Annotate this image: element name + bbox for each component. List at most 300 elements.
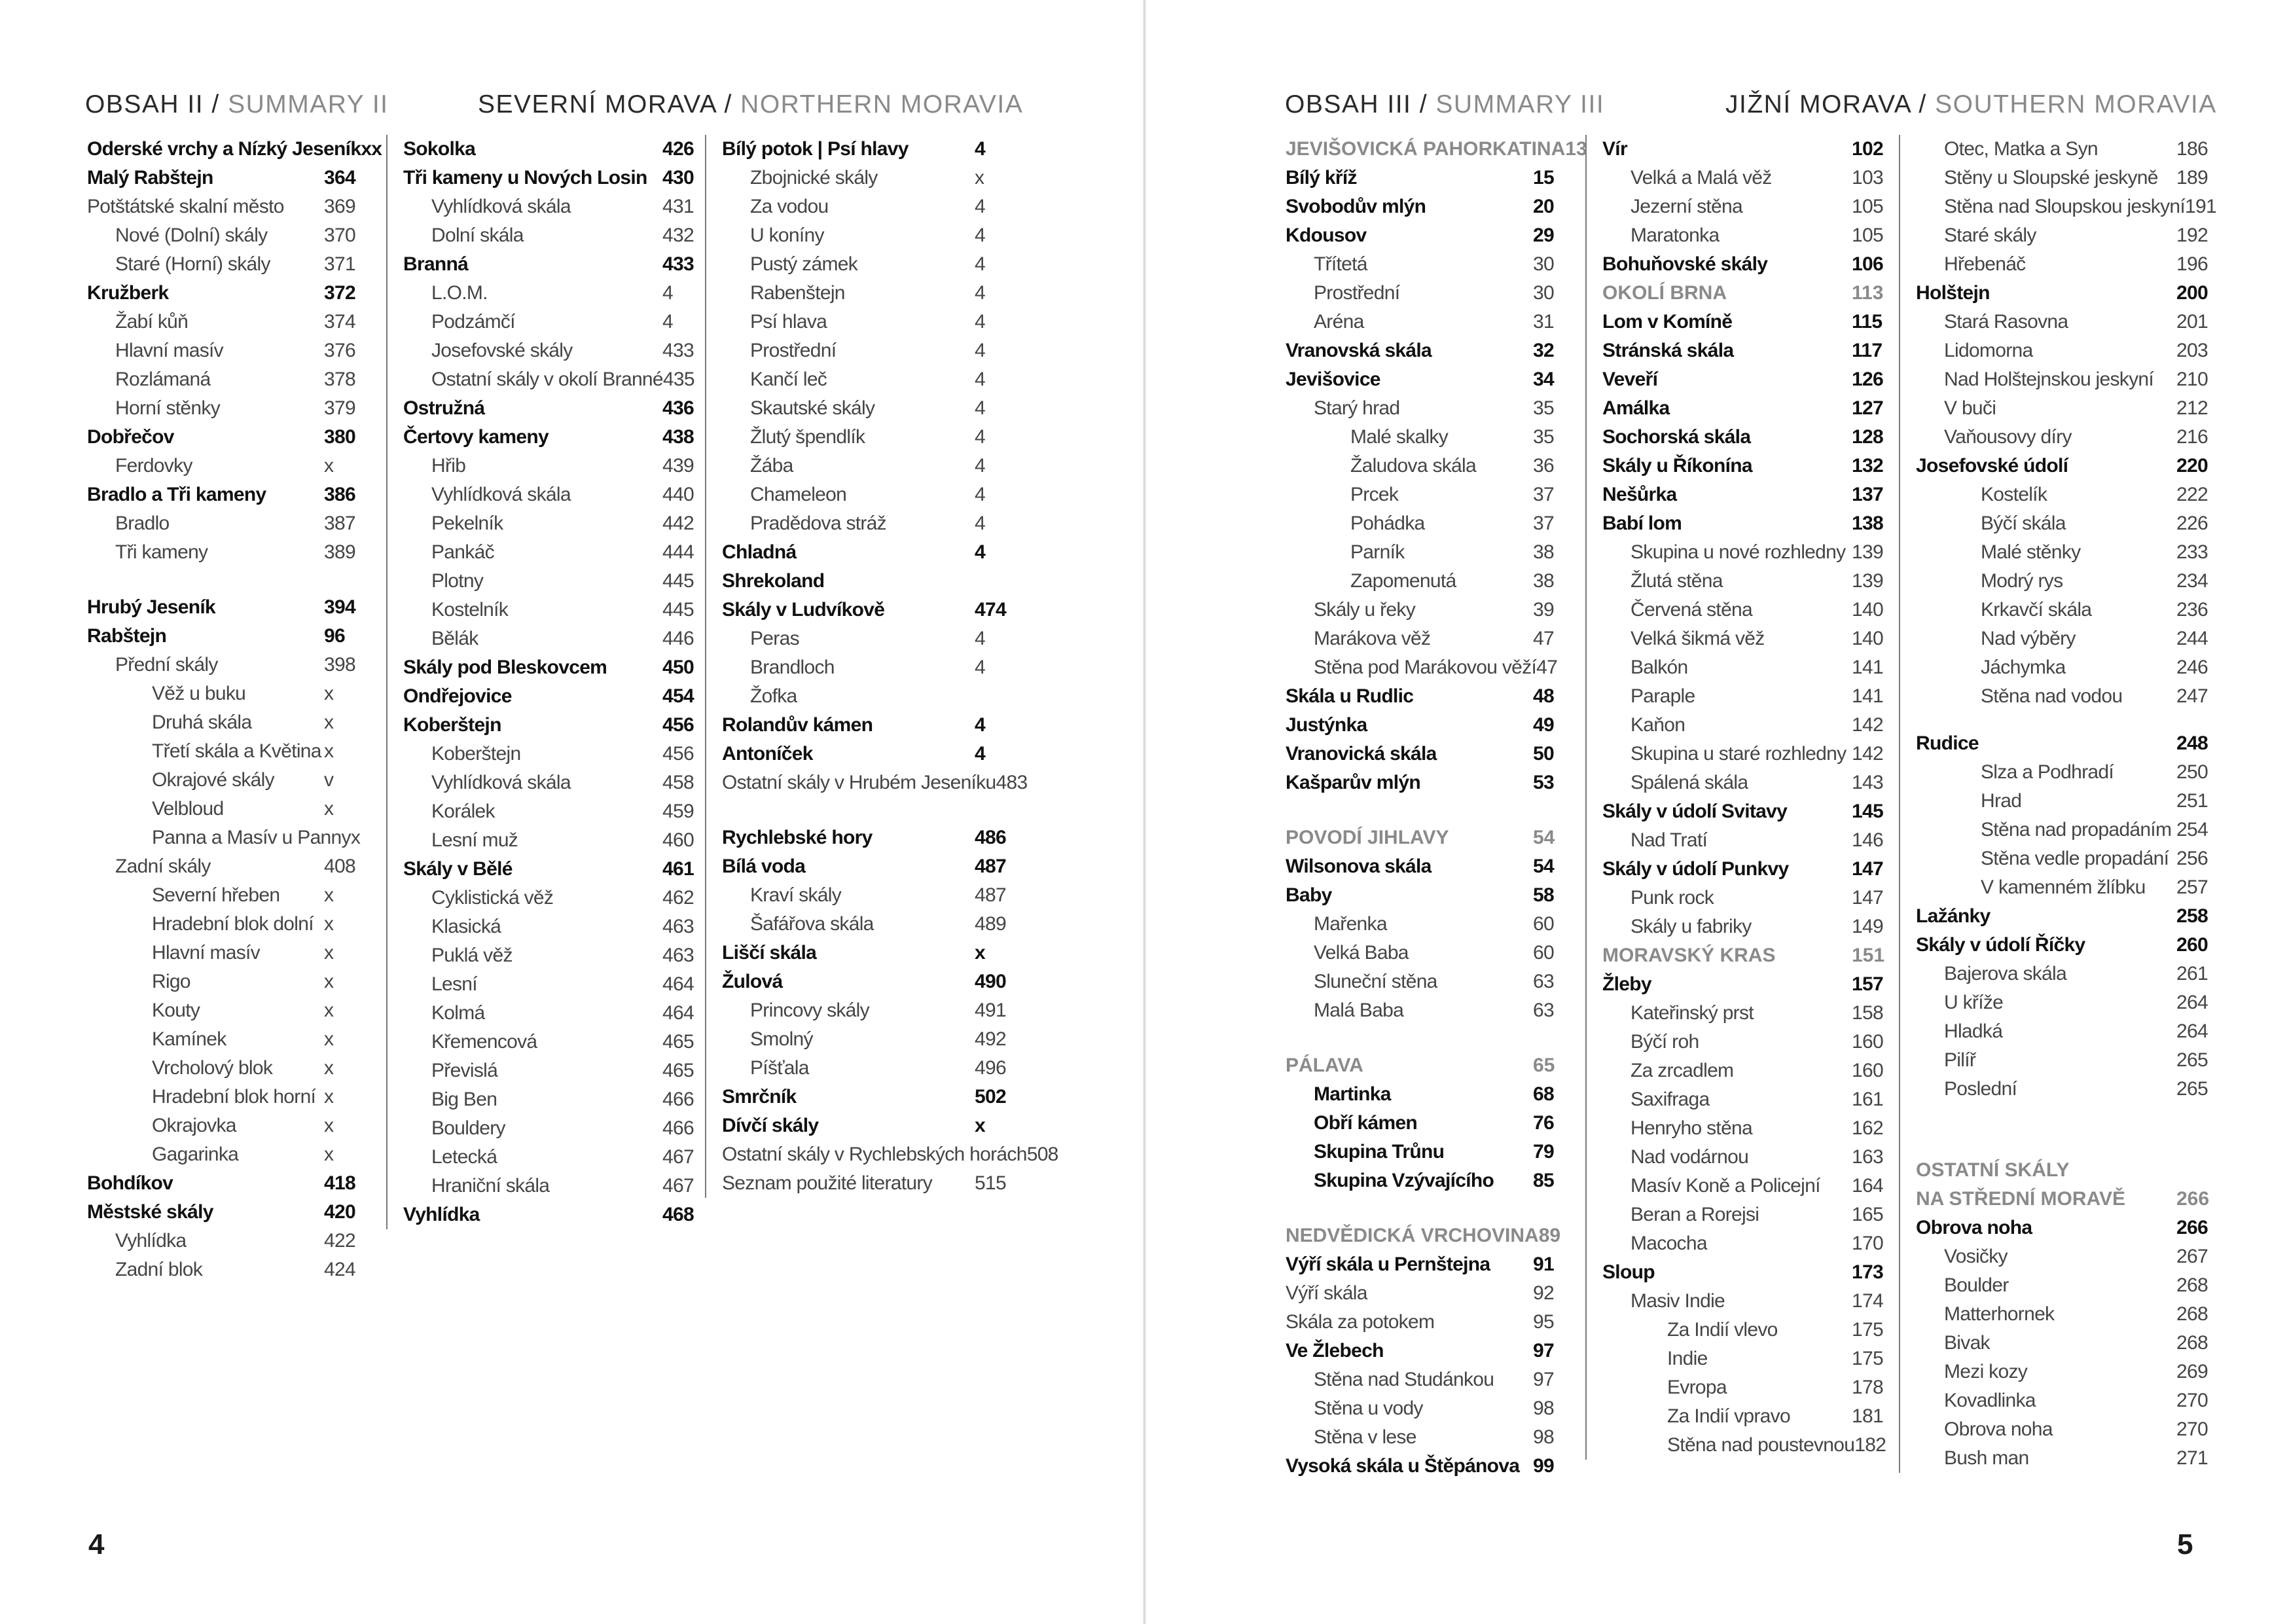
toc-entry <box>403 221 695 250</box>
toc-entry-page: 85 <box>1533 1170 1554 1191</box>
toc-entry-title: Nešůrka <box>1602 484 1677 505</box>
toc-entry-title: Prostřední <box>750 340 837 361</box>
toc-entry-title: Skautské skály <box>750 397 875 419</box>
toc-entry-page: 466 <box>662 1089 694 1110</box>
toc-entry <box>1602 1028 1891 1056</box>
toc-entry-title: Otec, Matka a Syn <box>1944 138 2098 160</box>
toc-entry-page: 222 <box>2176 484 2208 505</box>
toc-entry <box>87 423 363 452</box>
toc-entry-page: x <box>324 884 334 906</box>
toc-entry <box>1916 1386 2213 1415</box>
toc-column-1 <box>1286 135 1587 1481</box>
toc-entry-title: Velká šikmá věž <box>1631 628 1765 649</box>
toc-entry-page: 433 <box>662 340 694 361</box>
toc-entry-title: Skála za potokem <box>1286 1311 1435 1333</box>
toc-entry-page: 47 <box>1533 628 1554 649</box>
toc-entry-page: 374 <box>324 311 355 333</box>
toc-entry-page: 201 <box>2176 311 2208 333</box>
toc-entry-title: Bělák <box>431 628 478 649</box>
toc-entry-title: Žlutý špendlík <box>750 426 865 448</box>
toc-entry <box>87 1025 363 1054</box>
toc-entry-page: 254 <box>2176 819 2208 840</box>
toc-entry-title: Bílá voda <box>722 856 806 877</box>
toc-entry-page: 268 <box>2176 1274 2208 1296</box>
toc-entry-page: 266 <box>2176 1188 2210 1210</box>
toc-entry-page: 96 <box>324 625 345 647</box>
toc-entry-title: U kříže <box>1944 992 2004 1013</box>
toc-entry <box>722 823 1014 852</box>
toc-entry-page: 97 <box>1533 1340 1554 1362</box>
toc-entry-title: Hlavní masív <box>152 942 260 964</box>
toc-entry <box>87 708 363 737</box>
toc-entry-title: Rolandův kámen <box>722 714 873 736</box>
toc-entry-page: 210 <box>2176 369 2208 390</box>
toc-entry <box>1602 1056 1891 1085</box>
toc-entry <box>1286 423 1559 452</box>
toc-entry <box>1916 873 2213 902</box>
toc-entry-page: 4 <box>975 225 985 246</box>
toc-entry-title: Skupina Vzývajícího <box>1314 1170 1494 1191</box>
toc-entry <box>87 394 363 423</box>
toc-spacer <box>1286 797 1559 823</box>
toc-entry <box>403 567 695 596</box>
toc-entry-title: Bradlo a Tři kameny <box>87 484 266 505</box>
toc-entry-title: Baby <box>1286 884 1332 906</box>
toc-entry <box>403 365 695 394</box>
toc-entry <box>1916 336 2213 365</box>
toc-entry-title: Saxifraga <box>1631 1089 1710 1110</box>
toc-entry <box>722 164 1014 192</box>
toc-entry <box>403 740 695 768</box>
toc-entry-title: Josefovské skály <box>431 340 573 361</box>
toc-entry <box>1602 653 1891 682</box>
toc-entry <box>1602 740 1891 768</box>
toc-entry-title: Slza a Podhradí <box>1981 761 2114 783</box>
toc-entry-page: x <box>975 1115 985 1136</box>
toc-entry-page: 256 <box>2176 848 2208 869</box>
toc-entry-title: Dívčí skály <box>722 1115 819 1136</box>
toc-entry-page: 35 <box>1533 397 1554 419</box>
toc-entry <box>1286 1221 1559 1250</box>
toc-entry-title: Žlutá stěna <box>1631 570 1723 592</box>
toc-entry-title: Branná <box>403 253 469 275</box>
toc-entry-title: Staré (Horní) skály <box>115 253 270 275</box>
toc-entry-page: x <box>324 798 334 820</box>
toc-entry-title: Paraple <box>1631 685 1695 707</box>
toc-entry-title: Vyhlídková skála <box>431 196 571 217</box>
toc-entry-page: 115 <box>1852 311 1883 333</box>
toc-entry <box>1602 250 1891 279</box>
toc-entry-page: 465 <box>662 1031 694 1053</box>
toc-entry <box>1286 509 1559 538</box>
toc-entry-title: OKOLÍ BRNA <box>1602 282 1727 304</box>
toc-entry-page: 141 <box>1852 657 1883 678</box>
toc-entry <box>1602 1229 1891 1258</box>
toc-entry-page: 39 <box>1533 599 1554 621</box>
toc-entry-title: Křemencová <box>431 1031 537 1053</box>
toc-entry <box>87 910 363 939</box>
toc-entry-title: Ostatní skály v Rychlebských horách <box>722 1144 1027 1165</box>
toc-entry-title: Masív Koně a Policejní <box>1631 1175 1820 1197</box>
toc-entry-title: Výří skála <box>1286 1282 1367 1304</box>
toc-entry-page: 508 <box>1026 1144 1058 1165</box>
page-number: 4 <box>88 1528 105 1561</box>
toc-entry <box>1916 1242 2213 1271</box>
toc-entry <box>403 941 695 970</box>
toc-entry <box>403 624 695 653</box>
toc-entry <box>403 1114 695 1143</box>
toc-entry-page: 4 <box>662 311 673 333</box>
toc-entry-page: 4 <box>975 541 985 563</box>
toc-entry-title: NA STŘEDNÍ MORAVĚ <box>1916 1188 2126 1210</box>
toc-entry-page: x <box>324 455 334 477</box>
toc-entry <box>1286 164 1559 192</box>
toc-entry-page: x <box>975 167 984 189</box>
toc-entry <box>403 192 695 221</box>
toc-entry <box>722 279 1014 308</box>
toc-entry <box>87 1140 363 1169</box>
toc-entry <box>1286 1250 1559 1279</box>
toc-entry-title: Wilsonova skála <box>1286 856 1432 877</box>
toc-entry-title: MORAVSKÝ KRAS <box>1602 945 1776 966</box>
toc-entry-title: Obrova noha <box>1944 1418 2053 1440</box>
toc-entry <box>1286 538 1559 567</box>
toc-entry <box>87 308 363 336</box>
toc-entry-title: Balkón <box>1631 657 1688 678</box>
toc-entry-page: 234 <box>2176 570 2208 592</box>
toc-entry-title: Bílý kříž <box>1286 167 1357 189</box>
toc-entry-title: Za zrcadlem <box>1631 1060 1734 1081</box>
toc-entry-title: Kouty <box>152 1000 200 1021</box>
toc-entry <box>722 192 1014 221</box>
toc-entry-title: Vír <box>1602 138 1627 160</box>
toc-entry-page: 191 <box>2185 196 2216 217</box>
toc-entry-page: 13 <box>1565 138 1587 160</box>
toc-entry-title: Červená stěna <box>1631 599 1753 621</box>
toc-entry-title: Veveří <box>1602 369 1658 390</box>
toc-entry-page: 48 <box>1533 685 1554 707</box>
toc-entry-title: Žulová <box>722 971 783 992</box>
toc-entry <box>403 336 695 365</box>
toc-entry <box>1286 192 1559 221</box>
toc-entry-page: 264 <box>2176 1020 2208 1042</box>
toc-entry-title: Puklá věž <box>431 945 513 966</box>
toc-entry-title: Pankáč <box>431 541 494 563</box>
toc-entry <box>87 1169 363 1198</box>
toc-entry-title: Skály u fabriky <box>1631 916 1752 937</box>
toc-entry-title: Býčí roh <box>1631 1031 1699 1053</box>
toc-entry <box>87 766 363 795</box>
toc-entry-page: 192 <box>2176 225 2208 246</box>
toc-entry-page: 186 <box>2176 138 2208 160</box>
toc-spacer <box>722 797 1014 823</box>
toc-entry-page: 76 <box>1533 1112 1554 1134</box>
toc-entry <box>1916 135 2213 164</box>
toc-entry-page: 442 <box>662 513 694 534</box>
toc-column-3 <box>1899 135 2216 1473</box>
toc-entry <box>1916 567 2213 596</box>
toc-entry-page: 127 <box>1852 397 1883 419</box>
toc-entry <box>1602 1114 1891 1143</box>
toc-entry-page: 369 <box>324 196 355 217</box>
toc-entry-title: Hrad <box>1981 790 2022 812</box>
toc-entry <box>403 1056 695 1085</box>
toc-entry-title: Mařenka <box>1314 913 1387 935</box>
toc-entry <box>1916 509 2213 538</box>
toc-entry-title: Masiv Indie <box>1631 1290 1725 1312</box>
toc-entry <box>1602 1200 1891 1229</box>
toc-entry-page: 79 <box>1533 1141 1554 1163</box>
toc-entry-page: 236 <box>2176 599 2208 621</box>
toc-entry-page: 378 <box>324 369 355 390</box>
toc-entry-page: 268 <box>2176 1303 2208 1325</box>
toc-entry-page: x <box>324 740 334 762</box>
toc-entry-title: Vyhlídková skála <box>431 484 571 505</box>
toc-entry <box>1916 221 2213 250</box>
toc-entry-title: Stěna nad vodou <box>1981 685 2123 707</box>
toc-entry <box>87 192 363 221</box>
toc-entry-title: Zadní blok <box>115 1259 203 1280</box>
toc-entry <box>1916 682 2213 711</box>
toc-entry-title: Amálka <box>1602 397 1670 419</box>
toc-column-2 <box>386 135 695 1229</box>
toc-entry-title: Malý Rabštejn <box>87 167 213 189</box>
toc-entry-page: 4 <box>975 253 985 275</box>
toc-entry-title: Ostatní skály v okolí Branné <box>431 369 663 390</box>
toc-entry <box>722 1169 1014 1198</box>
toc-entry-title: L.O.M. <box>431 282 488 304</box>
toc-entry-page: 54 <box>1533 827 1555 848</box>
toc-entry-page: 4 <box>975 426 985 448</box>
toc-entry-page: 450 <box>662 657 694 678</box>
toc-column-2 <box>1585 135 1891 1460</box>
toc-entry-page: 35 <box>1533 426 1554 448</box>
toc-entry-title: Jáchymka <box>1981 657 2066 678</box>
toc-entry <box>403 884 695 912</box>
toc-entry <box>1286 653 1559 682</box>
toc-entry <box>87 365 363 394</box>
toc-entry-page: 436 <box>662 397 694 419</box>
toc-entry-page: 139 <box>1852 570 1883 592</box>
toc-entry-title: Klasická <box>431 916 501 937</box>
toc-entry-page: 220 <box>2176 455 2208 477</box>
toc-entry <box>1916 729 2213 758</box>
toc-entry-title: Stěna u vody <box>1314 1398 1423 1419</box>
toc-entry <box>1916 931 2213 960</box>
toc-entry-title: Psí hlava <box>750 311 827 333</box>
toc-entry <box>403 250 695 279</box>
toc-entry <box>722 967 1014 996</box>
toc-entry-title: Vyhlídka <box>403 1204 480 1225</box>
toc-entry-page: 492 <box>975 1028 1006 1050</box>
toc-entry-title: Sokolka <box>403 138 476 160</box>
toc-entry-page: 113 <box>1852 282 1884 304</box>
toc-entry <box>87 996 363 1025</box>
toc-entry <box>1602 1085 1891 1114</box>
toc-entry-page: 422 <box>324 1230 355 1252</box>
toc-entry <box>1602 941 1891 970</box>
toc-entry-page: 97 <box>1533 1369 1554 1390</box>
summary-title: OBSAH II / SUMMARY II <box>85 90 389 118</box>
toc-entry-page: 466 <box>662 1117 694 1139</box>
toc-entry <box>1916 1046 2213 1075</box>
toc-entry <box>403 1085 695 1114</box>
toc-entry <box>1286 910 1559 939</box>
toc-entry <box>1916 164 2213 192</box>
toc-entry-title: Kostelík <box>1981 484 2047 505</box>
toc-entry <box>1916 902 2213 931</box>
toc-entry-title: Evropa <box>1667 1377 1727 1398</box>
toc-entry-page: 4 <box>975 282 985 304</box>
toc-entry-title: Josefovské údolí <box>1916 455 2068 477</box>
toc-entry-title: Skupina Trůnu <box>1314 1141 1445 1163</box>
toc-entry-page: 38 <box>1533 541 1554 563</box>
toc-entry <box>403 394 695 423</box>
toc-entry <box>1286 1109 1559 1138</box>
toc-entry-title: Horní stěnky <box>115 397 220 419</box>
toc-entry <box>1602 394 1891 423</box>
toc-entry <box>1602 567 1891 596</box>
toc-entry <box>1602 509 1891 538</box>
toc-entry-title: Sluneční stěna <box>1314 971 1437 992</box>
toc-entry-page: 20 <box>1533 196 1554 217</box>
toc-entry <box>1602 884 1891 912</box>
toc-entry <box>722 509 1014 538</box>
toc-entry-title: Punk rock <box>1631 887 1714 909</box>
toc-entry <box>1916 624 2213 653</box>
toc-entry-page: 462 <box>662 887 694 909</box>
toc-entry <box>1602 682 1891 711</box>
toc-entry-page: 246 <box>2176 657 2208 678</box>
toc-entry <box>722 480 1014 509</box>
toc-entry-page: 95 <box>1533 1311 1554 1333</box>
toc-entry-title: Plotny <box>431 570 484 592</box>
toc-entry <box>403 596 695 624</box>
toc-entry-title: Hřebenáč <box>1944 253 2026 275</box>
toc-entry <box>1286 279 1559 308</box>
toc-entry-title: Tři kameny u Nových Losin <box>403 167 647 189</box>
toc-entry-title: Býčí skála <box>1981 513 2066 534</box>
toc-entry-title: Pradědova stráž <box>750 513 886 534</box>
toc-entry <box>1916 1444 2213 1473</box>
toc-entry-page: 233 <box>2176 541 2208 563</box>
toc-entry-page: 268 <box>2176 1332 2208 1354</box>
toc-entry-page: 38 <box>1533 570 1554 592</box>
toc-entry-title: PÁLAVA <box>1286 1055 1363 1076</box>
toc-entry <box>1916 1017 2213 1046</box>
toc-entry <box>403 1028 695 1056</box>
toc-entry <box>1286 1080 1559 1109</box>
toc-entry-page: 250 <box>2176 761 2208 783</box>
toc-entry <box>1286 308 1559 336</box>
toc-entry-page: 203 <box>2176 340 2208 361</box>
toc-entry <box>1286 452 1559 480</box>
toc-entry <box>87 1227 363 1255</box>
toc-entry-page: 433 <box>662 253 694 275</box>
toc-entry-page: 4 <box>975 657 985 678</box>
toc-entry <box>403 164 695 192</box>
toc-entry-title: Stránská skála <box>1602 340 1734 361</box>
toc-entry-page: 458 <box>662 772 694 793</box>
toc-entry-title: Nad vodárnou <box>1631 1146 1749 1168</box>
toc-entry-title: Vysoká skála u Štěpánova <box>1286 1455 1520 1477</box>
toc-entry-page: 60 <box>1533 942 1554 964</box>
toc-entry <box>87 967 363 996</box>
toc-entry-title: Ferdovky <box>115 455 192 477</box>
toc-entry <box>1602 826 1891 855</box>
toc-entry-title: Šafářova skála <box>750 913 874 935</box>
toc-entry-page: 487 <box>975 856 1006 877</box>
toc-entry <box>1602 365 1891 394</box>
toc-entry-title: Holštejn <box>1916 282 1990 304</box>
toc-entry-page: 370 <box>324 225 355 246</box>
toc-entry-page: 424 <box>324 1259 355 1280</box>
toc-entry-title: Za Indií vlevo <box>1667 1319 1778 1341</box>
toc-entry-title: Lesní muž <box>431 829 518 851</box>
toc-entry <box>1916 1271 2213 1300</box>
toc-entry <box>722 711 1014 740</box>
toc-entry-title: Lom v Komíně <box>1602 311 1733 333</box>
toc-entry-title: Aréna <box>1314 311 1364 333</box>
toc-entry-page: 102 <box>1852 138 1883 160</box>
toc-entry <box>87 823 363 852</box>
toc-entry <box>722 1111 1014 1140</box>
toc-entry-title: Rabštejn <box>87 625 167 647</box>
summary-title: OBSAH III / SUMMARY III <box>1285 90 1605 118</box>
toc-entry <box>1286 1452 1559 1481</box>
toc-entry-title: Letecká <box>431 1146 497 1168</box>
toc-entry-page: 264 <box>2176 992 2208 1013</box>
toc-entry-title: Druhá skála <box>152 712 252 733</box>
toc-entry-page: 467 <box>662 1146 694 1168</box>
toc-entry <box>1602 221 1891 250</box>
toc-entry-page: 394 <box>324 596 355 618</box>
toc-entry-title: Okrajové skály <box>152 769 274 791</box>
toc-entry-page: 65 <box>1533 1055 1555 1076</box>
toc-entry-title: Svobodův mlýn <box>1286 196 1426 217</box>
toc-entry-page: 445 <box>662 599 694 621</box>
toc-entry-title: Maratonka <box>1631 225 1720 246</box>
toc-entry-page: 270 <box>2176 1390 2208 1411</box>
toc-entry-title: Hlavní masív <box>115 340 223 361</box>
toc-entry <box>403 970 695 999</box>
toc-entry-title: Malé skalky <box>1350 426 1449 448</box>
toc-entry <box>1916 816 2213 844</box>
toc-entry-title: Městské skály <box>87 1201 213 1223</box>
toc-entry <box>722 308 1014 336</box>
toc-entry-title: Severní hřeben <box>152 884 280 906</box>
toc-entry <box>1286 1166 1559 1195</box>
toc-entry-title: Malá Baba <box>1314 1000 1404 1021</box>
toc-entry-title: Rozlámaná <box>115 369 211 390</box>
toc-entry-title: Skupina u nové rozhledny <box>1631 541 1846 563</box>
toc-entry <box>1602 336 1891 365</box>
toc-entry <box>403 1143 695 1172</box>
toc-entry <box>1602 855 1891 884</box>
toc-entry <box>87 509 363 538</box>
toc-entry-title: Rudice <box>1916 732 1979 754</box>
toc-entry <box>1916 787 2213 816</box>
toc-entry <box>1286 740 1559 768</box>
toc-entry-title: Pilíř <box>1944 1049 1976 1071</box>
toc-entry <box>87 651 363 679</box>
toc-entry <box>1286 1279 1559 1308</box>
toc-entry <box>403 797 695 826</box>
toc-entry <box>1286 939 1559 967</box>
toc-entry-page: 467 <box>662 1175 694 1197</box>
toc-entry-title: Peras <box>750 628 799 649</box>
right-page <box>1145 0 2289 1624</box>
